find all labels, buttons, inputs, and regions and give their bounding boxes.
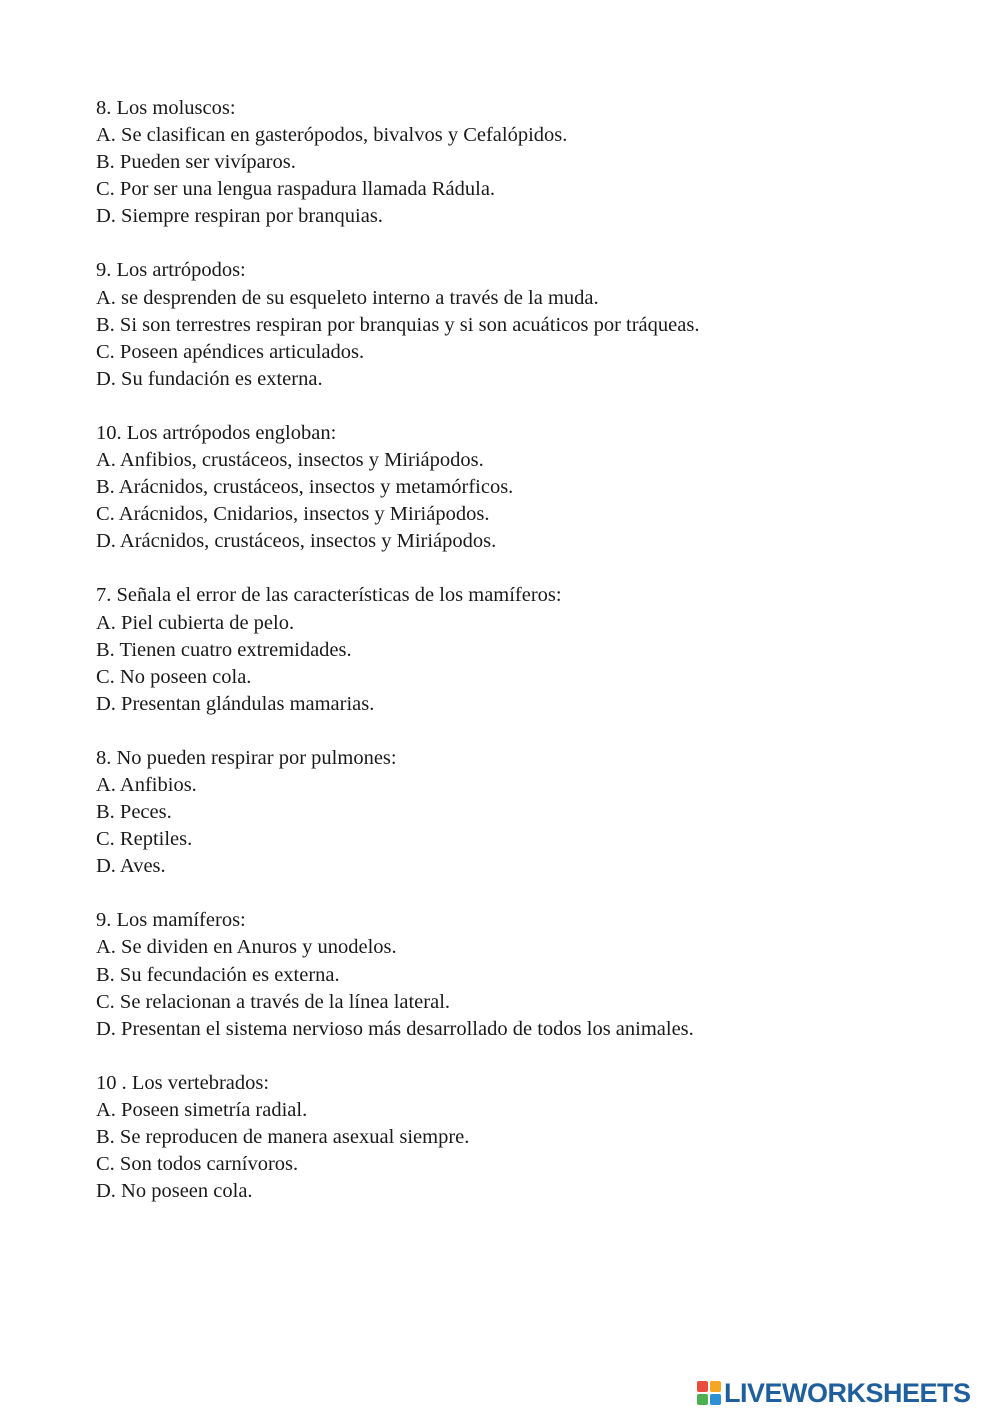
answer-option-b[interactable]: B. Tienen cuatro extremidades. (96, 638, 352, 661)
question-title: 8. Los moluscos: (96, 97, 236, 119)
logo-square-green (697, 1394, 708, 1405)
question-title: 9. Los mamíferos: (96, 909, 246, 932)
answer-option-b[interactable]: B. Si son terrestres respiran por branquias y si son acuáticos por tráqueas. (96, 313, 700, 336)
question-7 (96, 1070, 976, 1205)
answer-option-c[interactable]: C. Reptiles. (96, 828, 193, 851)
answer-option-b[interactable]: B. Su fecundación es externa. (96, 963, 340, 986)
answer-option-c[interactable]: C. Son todos carnívoros. (96, 1153, 299, 1176)
answer-option-a[interactable]: A. Anfibios. (96, 773, 197, 796)
answer-option-c[interactable]: C. Poseen apéndices articulados. (96, 340, 365, 363)
worksheet-page (96, 95, 976, 1232)
answer-option-d[interactable]: D. Aves. (96, 855, 166, 878)
question-title: 8. No pueden respirar por pulmones: (96, 746, 397, 769)
answer-option-d[interactable]: D. Presentan glándulas mamarias. (96, 692, 375, 715)
answer-option-a[interactable]: A. Se clasifican en gasterópodos, bivalvos y Cefalópidos. (96, 124, 568, 147)
liveworksheets-logo-icon (697, 1381, 721, 1405)
question-1 (96, 95, 976, 230)
answer-option-b[interactable]: B. Arácnidos, crustáceos, insectos y metamórficos. (96, 476, 514, 499)
answer-option-c[interactable]: C. Por ser una lengua raspadura llamada Rádula. (96, 178, 496, 201)
question-title: 10 . Los vertebrados: (96, 1071, 270, 1094)
liveworksheets-brand[interactable] (697, 1378, 971, 1408)
question-4 (96, 582, 976, 717)
answer-option-d[interactable]: D. Presentan el sistema nervioso más desarrollado de todos los animales. (96, 1017, 694, 1040)
logo-square-red (697, 1381, 708, 1392)
answer-option-c[interactable]: C. Arácnidos, Cnidarios, insectos y Miriápodos. (96, 503, 490, 526)
question-title: 9. Los artrópodos: (96, 259, 246, 282)
answer-option-a[interactable]: A. Piel cubierta de pelo. (96, 611, 295, 634)
answer-option-a[interactable]: A. se desprenden de su esqueleto interno a través de la muda. (96, 286, 599, 309)
answer-option-b[interactable]: B. Se reproducen de manera asexual siempre. (96, 1126, 470, 1148)
answer-option-a[interactable]: A. Poseen simetría radial. (96, 1098, 308, 1121)
answer-option-c[interactable]: C. No poseen cola. (96, 665, 252, 688)
question-title: 10. Los artrópodos engloban: (96, 421, 337, 444)
answer-option-d[interactable]: D. Siempre respiran por branquias. (96, 205, 383, 228)
brand-name: LIVEWORKSHEETS (724, 1378, 971, 1408)
answer-option-a[interactable]: A. Se dividen en Anuros y unodelos. (96, 936, 397, 959)
answer-option-c[interactable]: C. Se relacionan a través de la línea lateral. (96, 990, 451, 1013)
question-5 (96, 745, 976, 880)
answer-option-a[interactable]: A. Anfibios, crustáceos, insectos y Miriápodos. (96, 449, 484, 472)
question-2 (96, 257, 976, 392)
answer-option-d[interactable]: D. Arácnidos, crustáceos, insectos y Miriápodos. (96, 530, 497, 553)
logo-square-orange (710, 1381, 721, 1392)
answer-option-b[interactable]: B. Pueden ser vivíparos. (96, 151, 296, 174)
question-3 (96, 420, 976, 555)
answer-option-d[interactable]: D. No poseen cola. (96, 1180, 253, 1203)
logo-square-blue (710, 1394, 721, 1405)
question-title: 7. Señala el error de las características de los mamíferos: (96, 584, 562, 607)
question-6 (96, 907, 976, 1042)
answer-option-d[interactable]: D. Su fundación es externa. (96, 367, 323, 390)
answer-option-b[interactable]: B. Peces. (96, 801, 172, 824)
